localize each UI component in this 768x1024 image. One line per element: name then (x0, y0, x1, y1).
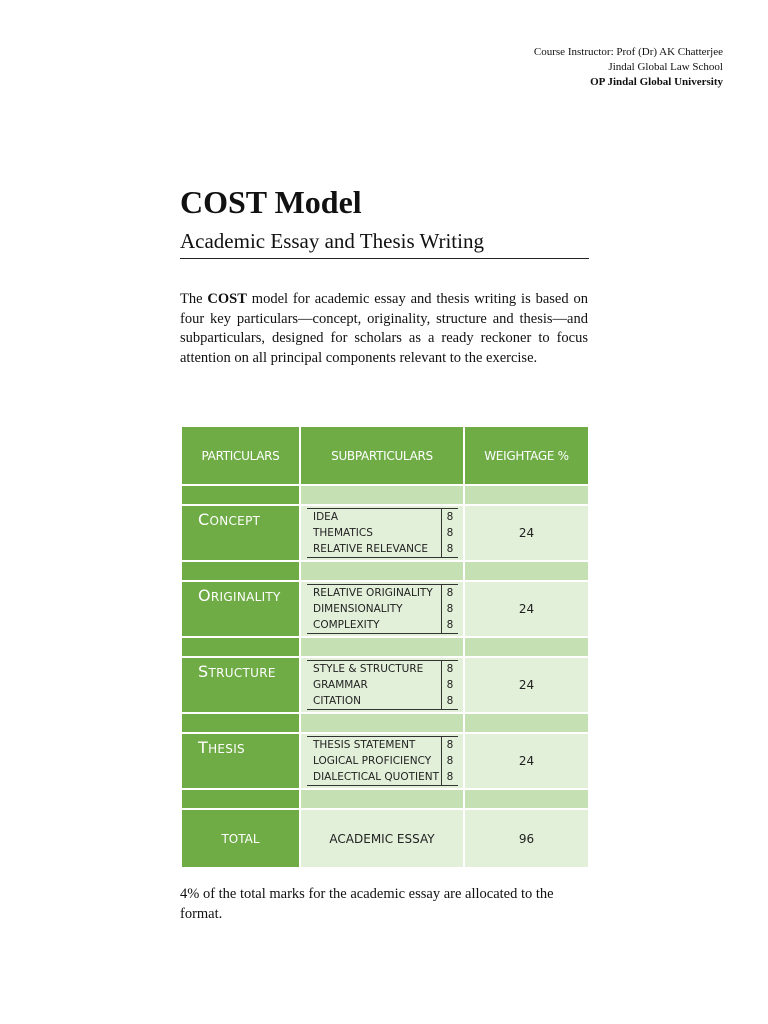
particular-cell (182, 734, 299, 788)
particular-initial: O (198, 586, 211, 605)
particular-cell (182, 506, 299, 560)
subparticular-label: THEMATICS (313, 527, 373, 539)
subparticular-value: 8 (441, 693, 458, 709)
subparticular-label: STYLE & STRUCTURE (313, 663, 424, 675)
total-weightage: 96 (465, 810, 588, 867)
subparticular-line (307, 769, 458, 785)
table-row (182, 658, 588, 712)
subparticular-label: IDEA (313, 511, 338, 523)
intro-paragraph (180, 290, 588, 368)
intro-bold: COST (207, 291, 247, 307)
subparticular-label: COMPLEXITY (313, 619, 380, 631)
document-subtitle: Academic Essay and Thesis Writing (180, 229, 484, 253)
subparticular-line (307, 737, 458, 753)
subparticular-label: RELATIVE RELEVANCE (313, 543, 428, 555)
total-subparticular: ACADEMIC ESSAY (301, 810, 463, 867)
particular-cell (182, 658, 299, 712)
spacer-cell (301, 562, 463, 580)
cost-table (180, 425, 590, 869)
table-row (182, 582, 588, 636)
table-row (182, 506, 588, 560)
subparticular-label: LOGICAL PROFICIENCY (313, 755, 432, 767)
subparticulars-list (307, 508, 458, 558)
subparticular-value: 8 (441, 677, 458, 693)
weightage-cell: 24 (465, 582, 588, 636)
spacer-row (182, 638, 588, 656)
spacer-cell (182, 486, 299, 504)
document-title: COST Model (180, 184, 362, 220)
particular-cell (182, 582, 299, 636)
particular-initial: C (198, 510, 210, 529)
spacer-row (182, 714, 588, 732)
subparticular-value: 8 (441, 541, 458, 557)
subparticular-value: 8 (441, 509, 458, 525)
intro-before: The (180, 291, 208, 307)
total-row (182, 810, 588, 867)
subparticular-line (307, 617, 458, 633)
weightage-cell: 24 (465, 506, 588, 560)
subparticulars-cell (301, 658, 463, 712)
header-particulars: PARTICULARS (182, 427, 299, 484)
subparticular-label: RELATIVE ORIGINALITY (313, 587, 433, 599)
subparticular-value: 8 (441, 753, 458, 769)
university-line: OP Jindal Global University (590, 76, 723, 88)
subparticulars-cell (301, 506, 463, 560)
particular-initial: S (198, 662, 209, 681)
subparticular-value: 8 (441, 601, 458, 617)
subparticular-line (307, 753, 458, 769)
table-header-row (182, 427, 588, 484)
instructor-line: Course Instructor: Prof (Dr) AK Chatterjee (533, 46, 723, 58)
subparticular-line (307, 509, 458, 525)
weightage-cell: 24 (465, 658, 588, 712)
subparticular-line (307, 693, 458, 709)
subparticular-value: 8 (441, 525, 458, 541)
subparticular-line (307, 525, 458, 541)
subparticular-label: THESIS STATEMENT (313, 739, 416, 751)
document-header (534, 45, 723, 90)
spacer-row (182, 562, 588, 580)
subparticular-label: DIALECTICAL QUOTIENT (313, 771, 440, 783)
spacer-row (182, 790, 588, 808)
subparticular-value: 8 (441, 617, 458, 633)
spacer-cell (301, 790, 463, 808)
spacer-cell (301, 486, 463, 504)
subparticular-label: GRAMMAR (313, 679, 368, 691)
subparticular-value: 8 (441, 661, 458, 677)
subparticular-label: DIMENSIONALITY (313, 603, 403, 615)
spacer-cell (301, 638, 463, 656)
weightage-cell: 24 (465, 734, 588, 788)
spacer-cell (465, 714, 588, 732)
subparticulars-list (307, 736, 458, 786)
spacer-cell (301, 714, 463, 732)
subparticular-line (307, 661, 458, 677)
spacer-cell (182, 790, 299, 808)
spacer-cell (465, 562, 588, 580)
subparticulars-cell (301, 582, 463, 636)
header-subparticulars: SUBPARTICULARS (301, 427, 463, 484)
total-label: TOTAL (182, 810, 299, 867)
intro-after: model for academic essay and thesis writing is based on four key particulars—concept, originality, structure and thesis—and subparticulars, designed for scholars as a ready reckoner to focus attention on all principal components relevant to the exercise. (180, 291, 588, 366)
subparticulars-list (307, 660, 458, 710)
footnote: 4% of the total marks for the academic essay are allocated to the format. (180, 886, 554, 922)
subparticular-value: 8 (441, 737, 458, 753)
header-weightage: WEIGHTAGE % (465, 427, 588, 484)
spacer-cell (465, 486, 588, 504)
spacer-cell (182, 638, 299, 656)
subparticulars-list (307, 584, 458, 634)
subparticular-value: 8 (441, 585, 458, 601)
spacer-cell (465, 638, 588, 656)
subparticular-line (307, 677, 458, 693)
subparticulars-cell (301, 734, 463, 788)
subparticular-line (307, 541, 458, 557)
particular-rest: HESIS (208, 742, 245, 756)
subparticular-label: CITATION (313, 695, 362, 707)
spacer-cell (182, 562, 299, 580)
particular-rest: ONCEPT (209, 514, 261, 528)
title-divider (180, 258, 589, 259)
school-line: Jindal Global Law School (608, 61, 723, 73)
particular-initial: T (198, 738, 209, 757)
particular-rest: TRUCTURE (208, 666, 276, 680)
particular-rest: RIGINALITY (210, 590, 281, 604)
spacer-cell (465, 790, 588, 808)
subparticular-line (307, 601, 458, 617)
spacer-row (182, 486, 588, 504)
subparticular-line (307, 585, 458, 601)
spacer-cell (182, 714, 299, 732)
table-row (182, 734, 588, 788)
subparticular-value: 8 (441, 769, 458, 785)
